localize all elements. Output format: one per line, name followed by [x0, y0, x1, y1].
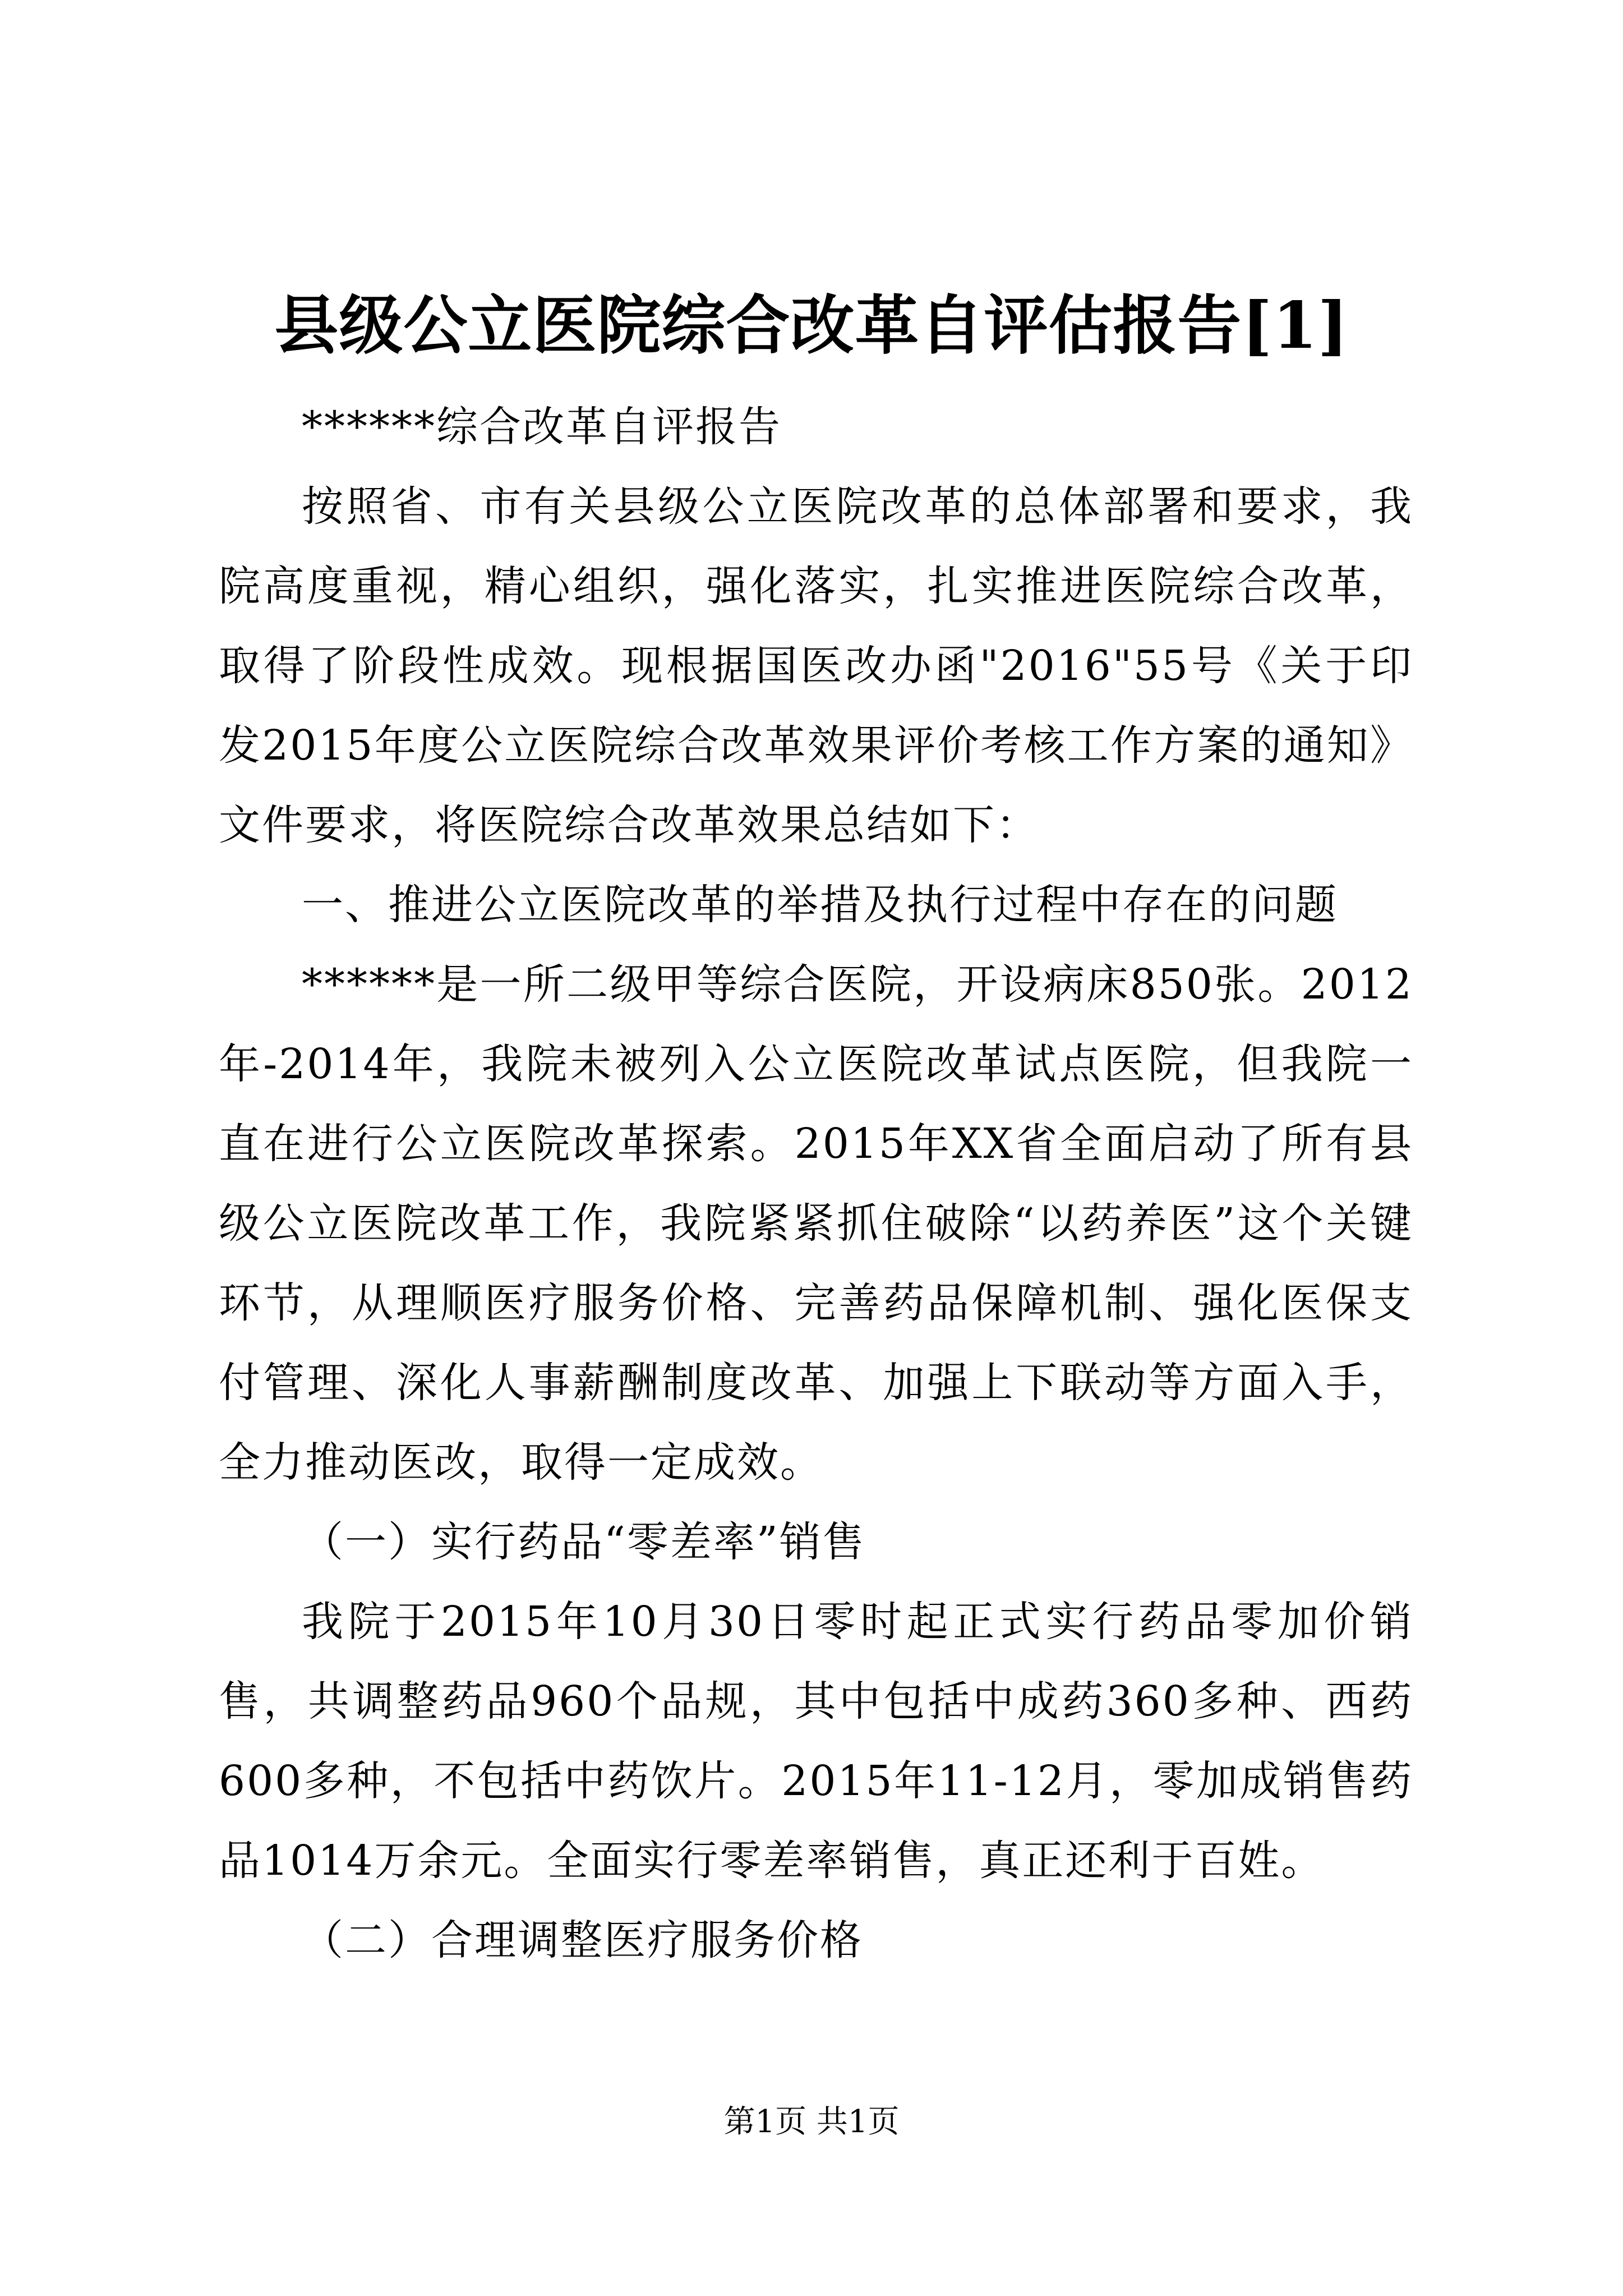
paragraph-intro: 按照省、市有关县级公立医院改革的总体部署和要求，我院高度重视，精心组织，强化落实，扎实推进医院综合改革，取得了阶段性成效。现根据国医改办函"2016"55号《关于印发2015年度公立医院综合改革效果评价考核工作方案的通知》文件要求，将医院综合改革效果总结如下： — [219, 482, 1413, 849]
paragraph-subtitle: ******综合改革自评报告 — [302, 403, 782, 451]
document-body — [219, 387, 1413, 1980]
paragraph-zero-markup: 我院于2015年10月30日零时起正式实行药品零加价销售，共调整药品960个品规，其中包括中成药360多种、西药600多种，不包括中药饮片。2015年11-12月，零加成销售药品1014万余元。全面实行零差率销售，真正还利于百姓。 — [219, 1598, 1413, 1885]
subsection-heading-2: （二）合理调整医疗服务价格 — [302, 1916, 863, 1964]
page-footer: 第1页 共1页 — [723, 2104, 900, 2140]
subsection-heading-1: （一）实行药品“零差率”销售 — [302, 1518, 866, 1566]
section-heading-1: 一、推进公立医院改革的举措及执行过程中存在的问题 — [302, 881, 1338, 929]
paragraph-hospital-overview: ******是一所二级甲等综合医院，开设病床850张。2012年-2014年，我院未被列入公立医院改革试点医院，但我院一直在进行公立医院改革探索。2015年XX省全面启动了所有县级公立医院改革工作，我院紧紧抓住破除“以药养医”这个关键环节，从理顺医疗服务价格、完善药品保障机制、强化医保支付管理、深化人事薪酬制度改革、加强上下联动等方面入手，全力推动医改，取得一定成效。 — [219, 960, 1413, 1487]
document-title: 县级公立医院综合改革自评估报告[1] — [274, 288, 1349, 363]
